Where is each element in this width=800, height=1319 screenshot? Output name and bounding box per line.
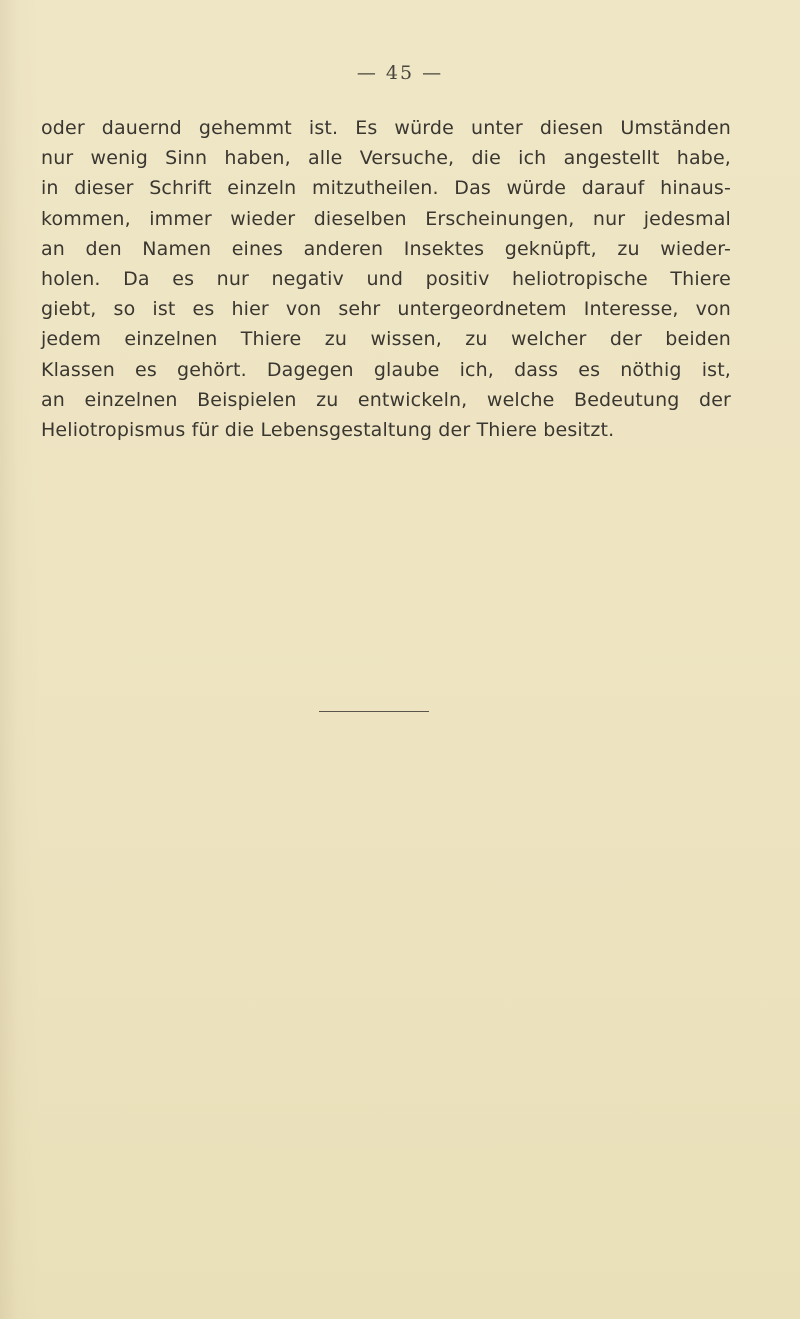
body-paragraph	[41, 113, 731, 445]
text-line: an einzelnen Beispielen zu entwickeln, welche Bedeutung der	[41, 388, 731, 411]
text-line: Klassen es gehört. Dagegen glaube ich, dass es nöthig ist,	[41, 358, 731, 381]
page-number: — 45 —	[356, 62, 444, 84]
section-divider	[319, 711, 429, 712]
text-line: Heliotropismus für die Lebensgestaltung der Thiere besitzt.	[41, 419, 615, 442]
text-line: kommen, immer wieder dieselben Erscheinungen, nur jedesmal	[41, 207, 731, 230]
text-line: in dieser Schrift einzeln mitzutheilen. Das würde darauf hinaus-	[41, 177, 731, 200]
text-line: jedem einzelnen Thiere zu wissen, zu welcher der beiden	[41, 328, 731, 351]
text-line: giebt, so ist es hier von sehr untergeordnetem Interesse, von	[41, 298, 731, 321]
text-line: nur wenig Sinn haben, alle Versuche, die ich angestellt habe,	[41, 147, 731, 170]
text-line: oder dauernd gehemmt ist. Es würde unter diesen Umständen	[41, 117, 731, 139]
text-line: an den Namen eines anderen Insektes geknüpft, zu wieder-	[41, 237, 731, 260]
text-line: holen. Da es nur negativ und positiv heliotropische Thiere	[41, 268, 731, 291]
